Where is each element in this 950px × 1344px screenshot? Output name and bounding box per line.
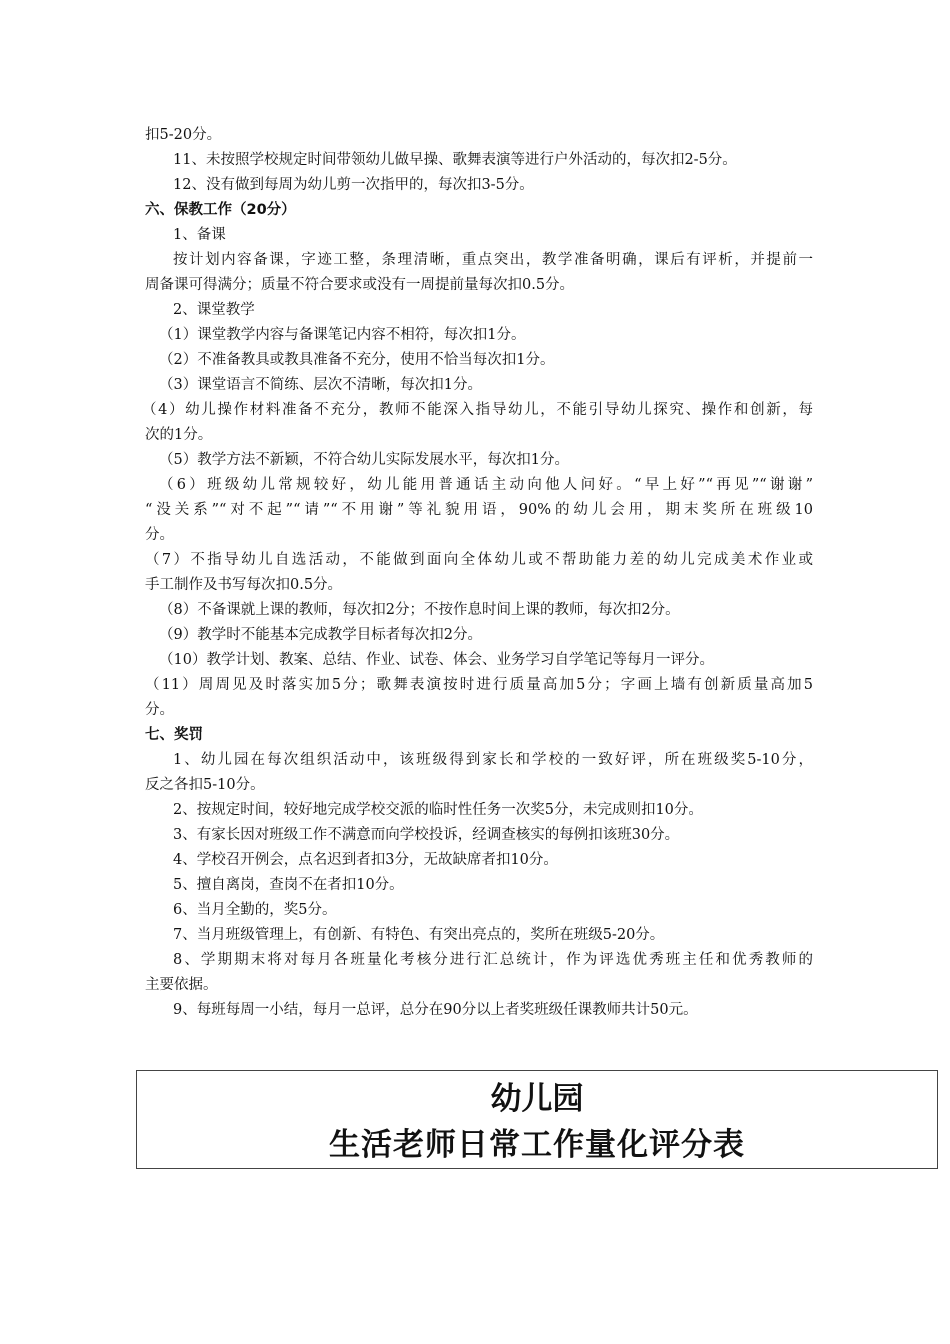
text-line: 扣5-20分。: [145, 127, 222, 143]
text-line: （8）不备课就上课的教师，每次扣2分；不按作息时间上课的教师，每次扣2分。: [159, 602, 680, 618]
title-line-kindergarten: 幼儿园: [490, 1081, 584, 1117]
text-line: （4）幼儿操作材料准备不充分，教师不能深入指导幼儿，不能引导幼儿探究、操作和创新，每: [142, 402, 813, 418]
text-line: 周备课可得满分；质量不符合要求或没有一周提前量每次扣0.5分。: [145, 277, 575, 293]
text-line: （3）课堂语言不简练、层次不清晰，每次扣1分。: [159, 377, 482, 393]
title-box: [136, 1070, 938, 1169]
text-line: （1）课堂教学内容与备课笔记内容不相符，每次扣1分。: [159, 327, 526, 343]
text-line: （5）教学方法不新颖，不符合幼儿实际发展水平，每次扣1分。: [159, 452, 569, 468]
text-line: 按计划内容备课，字迹工整，条理清晰，重点突出，教学准备明确，课后有评析，并提前一: [173, 252, 813, 268]
text-line: 分。: [145, 702, 174, 718]
text-line: 分。: [145, 527, 174, 543]
title-line-scoring-table: 生活老师日常工作量化评分表: [329, 1127, 745, 1163]
text-line: 1、备课: [173, 227, 226, 243]
text-line: 7、当月班级管理上，有创新、有特色、有突出亮点的，奖所在班级5-20分。: [173, 927, 665, 943]
text-line: 2、课堂教学: [173, 302, 255, 318]
text-line: （6）班级幼儿常规较好，幼儿能用普通话主动向他人问好。“早上好”“再见”“谢谢”: [159, 477, 813, 493]
section-heading: 七、奖罚: [145, 727, 203, 743]
text-line: 反之各扣5-10分。: [145, 777, 265, 793]
text-line: （9）教学时不能基本完成教学目标者每次扣2分。: [159, 627, 482, 643]
text-line: （7）不指导幼儿自选活动，不能做到面向全体幼儿或不帮助能力差的幼儿完成美术作业或: [145, 552, 813, 568]
text-line: 2、按规定时间，较好地完成学校交派的临时性任务一次奖5分，未完成则扣10分。: [173, 802, 703, 818]
text-line: 6、当月全勤的，奖5分。: [173, 902, 337, 918]
text-line: 1、幼儿园在每次组织活动中，该班级得到家长和学校的一致好评，所在班级奖5-10分，: [173, 752, 813, 768]
text-line: 12、没有做到每周为幼儿剪一次指甲的，每次扣3-5分。: [173, 177, 534, 193]
text-line: 手工制作及书写每次扣0.5分。: [145, 577, 343, 593]
section-heading: 六、保教工作（20分）: [145, 202, 296, 218]
text-line: 3、有家长因对班级工作不满意而向学校投诉，经调查核实的每例扣该班30分。: [173, 827, 680, 843]
text-line: 4、学校召开例会，点名迟到者扣3分，无故缺席者扣10分。: [173, 852, 558, 868]
text-line: “没关系”“对不起”“请”“不用谢”等礼貌用语，90%的幼儿会用，期末奖所在班级10: [145, 502, 813, 518]
text-line: （10）教学计划、教案、总结、作业、试卷、体会、业务学习自学笔记等每月一评分。: [159, 652, 714, 668]
text-line: 主要依据。: [145, 977, 218, 993]
text-line: 11、未按照学校规定时间带领幼儿做早操、歌舞表演等进行户外活动的，每次扣2-5分。: [173, 152, 737, 168]
text-line: 次的1分。: [145, 427, 213, 443]
text-line: 9、每班每周一小结，每月一总评，总分在90分以上者奖班级任课教师共计50元。: [173, 1002, 698, 1018]
text-line: 8、学期期末将对每月各班量化考核分进行汇总统计，作为评选优秀班主任和优秀教师的: [173, 952, 813, 968]
text-line: 5、擅自离岗，查岗不在者扣10分。: [173, 877, 404, 893]
text-line: （11）周周见及时落实加5分；歌舞表演按时进行质量高加5分；字画上墙有创新质量高加5: [145, 677, 813, 693]
text-line: （2）不准备教具或教具准备不充分，使用不恰当每次扣1分。: [159, 352, 555, 368]
document-body: [142, 123, 813, 1023]
